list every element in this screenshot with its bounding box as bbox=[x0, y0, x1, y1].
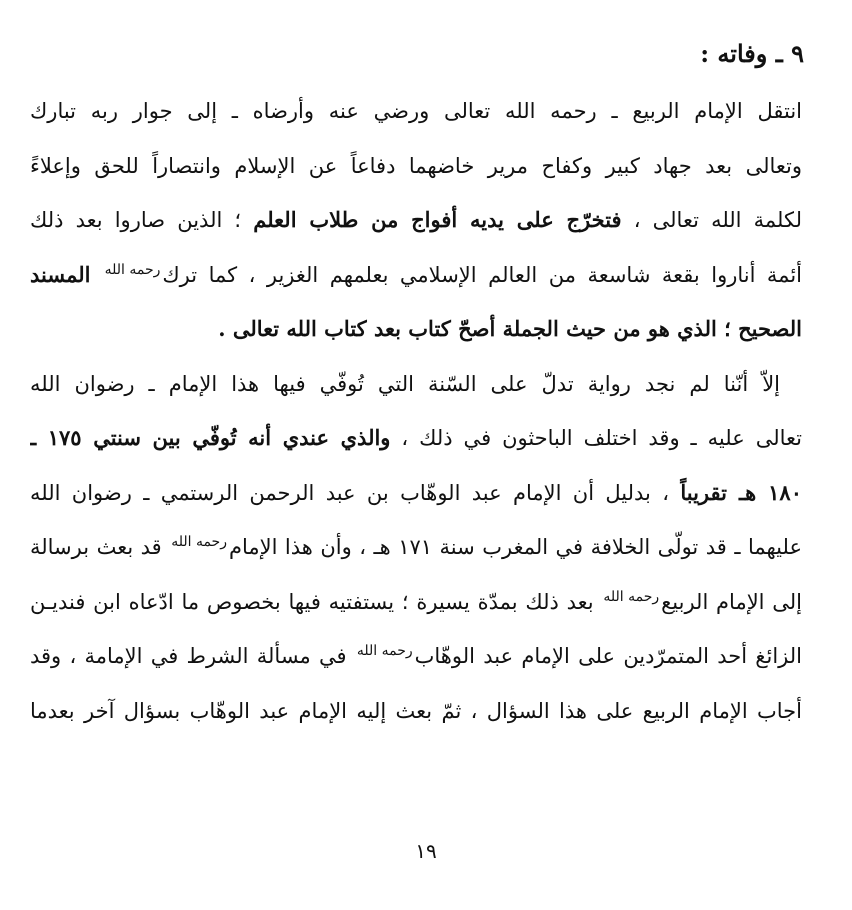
text-line bbox=[30, 466, 802, 521]
paragraph-2 bbox=[30, 357, 802, 739]
text-run: في مسألة الشرط في الإمامة ، وقد bbox=[30, 644, 355, 668]
text-run: الزائغ أحد المتمرّدين على الإمام عبد الوهّاب bbox=[414, 644, 802, 668]
text-run: إلى الإمام الربيع bbox=[661, 589, 802, 614]
honorific-symbol: رحمه الله bbox=[171, 534, 227, 550]
bold-text: والذي عندي أنه تُوفّي بين سنتي ١٧٥ ـ bbox=[30, 425, 391, 450]
bold-text: فتخرّج على يديه أفواج من طلاب العلم bbox=[253, 207, 622, 232]
text-line: انتقل الإمام الربيع ـ رحمه الله تعالى ورضي عنه وأرضاه ـ إلى جوار ربه تبارك bbox=[30, 99, 802, 123]
text-line bbox=[30, 411, 802, 466]
text-run: قد بعث برسالة bbox=[30, 535, 170, 559]
text-run: بعد ذلك بمدّة يسيرة ؛ يستفتيه فيها بخصوص ما ادّعاه ابن فنديـن bbox=[30, 589, 602, 614]
text-run: لكلمة الله تعالى ، bbox=[621, 208, 802, 232]
text-run: تعالى عليه ـ وقد اختلف الباحثون في ذلك ، bbox=[390, 426, 802, 450]
body-text bbox=[30, 84, 802, 738]
honorific-symbol: رحمه الله bbox=[356, 643, 413, 659]
text-run: عليهما ـ قد تولّى الخلافة في المغرب سنة ١٧١ هـ ، وأن هذا الإمام bbox=[228, 535, 802, 559]
text-run: ؛ الذين صاروا بعد ذلك bbox=[30, 208, 254, 232]
page-number: ١٩ bbox=[415, 839, 437, 863]
honorific-symbol: رحمه الله bbox=[603, 588, 660, 605]
text-line: الصحيح ؛ الذي هو من حيث الجملة أصحّ كتاب بعد كتاب الله تعالى . bbox=[218, 316, 802, 341]
text-line bbox=[30, 629, 802, 684]
text-line: أجاب الإمام الربيع على هذا السؤال ، ثمّ بعث إليه الإمام عبد الوهّاب بسؤال آخر بعدما bbox=[30, 698, 802, 723]
text-run: ، بدليل أن الإمام عبد الوهّاب بن عبد الرحمن الرستمي ـ رضوان الله bbox=[30, 480, 681, 505]
paragraph-1 bbox=[30, 84, 802, 357]
text-line bbox=[30, 193, 802, 248]
text-line bbox=[30, 520, 802, 575]
text-run: أئمة أناروا بقعة شاسعة من العالم الإسلامي بعلمهم الغزير ، كما ترك bbox=[162, 262, 802, 287]
text-line bbox=[30, 248, 802, 303]
text-line: إلاّ أنّنا لم نجد رواية تدلّ على السّنة التي تُوفّي فيها هذا الإمام ـ رضوان الله bbox=[30, 371, 780, 396]
bold-text: ١٨٠ هـ تقريباً bbox=[680, 479, 802, 505]
honorific-symbol: رحمه الله bbox=[104, 261, 161, 278]
section-heading: ٩ ـ وفاته : bbox=[700, 39, 804, 68]
bold-text: المسند bbox=[30, 261, 103, 287]
text-line: وتعالى بعد جهاد كبير وكفاح مرير خاضهما دفاعاً عن الإسلام وانتصاراً للحق وإعلاءً bbox=[30, 153, 802, 178]
text-line bbox=[30, 575, 802, 630]
